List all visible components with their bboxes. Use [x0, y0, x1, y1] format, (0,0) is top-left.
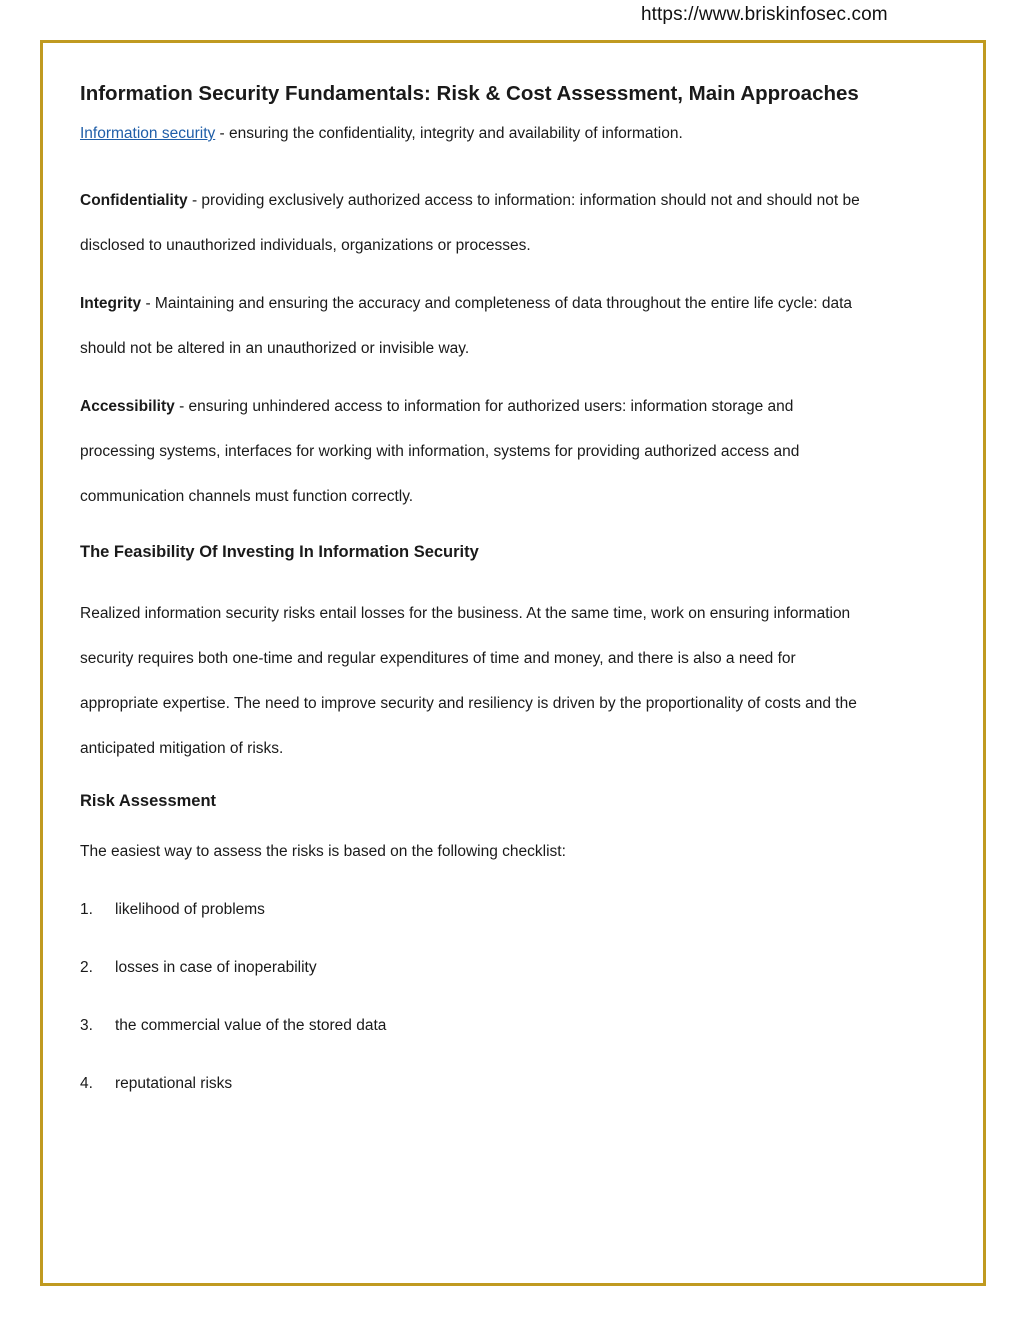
definition-term: Integrity — [80, 295, 142, 312]
risk-assessment-heading: Risk Assessment — [80, 792, 217, 810]
list-item-text: the commercial value of the stored data — [115, 1017, 387, 1034]
list-item-number: 4. — [80, 1075, 93, 1092]
intro-text: - ensuring the confidentiality, integrity and availability of information. — [215, 125, 683, 142]
definition-text: - Maintaining and ensuring the accuracy and completeness of data throughout the entire life cycle: data should not be altered in an unauthorized or invisible way. — [80, 295, 853, 357]
information-security-link[interactable]: Information security — [80, 125, 216, 142]
list-item-number: 1. — [80, 901, 93, 918]
definition-term: Confidentiality — [80, 192, 188, 209]
risk-assessment-intro: The easiest way to assess the risks is based on the following checklist: — [80, 843, 566, 860]
page-title: Information Security Fundamentals: Risk & Cost Assessment, Main Approaches — [80, 82, 859, 105]
list-item-text: losses in case of inoperability — [115, 959, 317, 976]
site-url: https://www.briskinfosec.com — [641, 4, 888, 25]
list-item-text: reputational risks — [115, 1075, 233, 1092]
list-item-number: 3. — [80, 1017, 93, 1034]
definition-text: - providing exclusively authorized access to information: information should not and should not be disclosed to unauthorized individuals, organizations or processes. — [80, 192, 860, 254]
definition-term: Accessibility — [80, 398, 175, 415]
definition-accessibility — [80, 384, 870, 519]
list-item — [80, 1014, 870, 1038]
list-item — [80, 898, 870, 922]
list-item — [80, 1072, 870, 1096]
definition-text: - ensuring unhindered access to information for authorized users: information storage and processing systems, interfaces for working with information, systems for providing authorized access and communication channels must function correctly. — [80, 398, 800, 505]
feasibility-heading: The Feasibility Of Investing In Information Security — [80, 543, 479, 561]
list-item — [80, 956, 870, 980]
definition-integrity — [80, 281, 870, 371]
definition-confidentiality — [80, 178, 870, 268]
feasibility-paragraph: Realized information security risks entail losses for the business. At the same time, work on ensuring information security requires both one-time and regular expenditures of time and money, and there is also a need for appropriate expertise. The need to improve security and resiliency is driven by the proportionality of costs and the anticipated mitigation of risks. — [80, 605, 857, 757]
list-item-number: 2. — [80, 959, 93, 976]
risk-checklist — [80, 898, 870, 1096]
intro-paragraph — [80, 124, 870, 144]
list-item-text: likelihood of problems — [115, 901, 265, 918]
document-body — [80, 82, 870, 1096]
